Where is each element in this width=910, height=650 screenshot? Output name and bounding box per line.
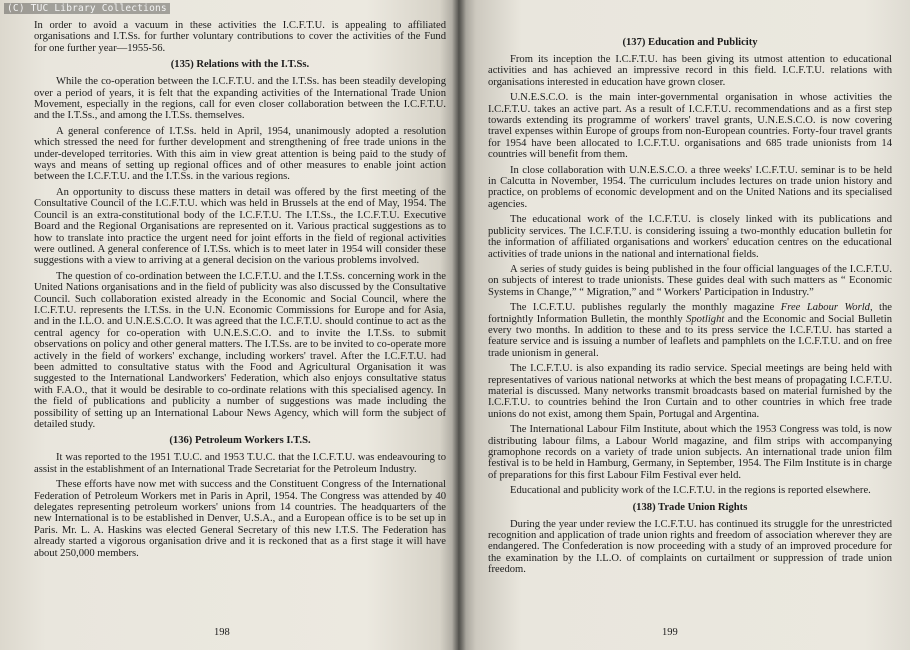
section-137-paragraph: Educational and publicity work of the I.C.F.T.U. in the regions is reported elsewhere. — [510, 485, 871, 497]
section-136-paragraph: It was reported to the 1951 T.U.C. and 1953 T.U.C. that the I.C.F.T.U. was endeavouring to assist in the establishment of an International Trade Secretariat for the Petroleum Industry. — [34, 452, 446, 475]
section-136-paragraph: These efforts have now met with success and the Constituent Congress of the International Federation of Petroleum Workers met in Paris in April, 1954. The Congress was attended by 40 delegates representing petroleum workers' unions from 14 countries. The headquarters of the new International is to be established in Denver, U.S.A., and a European office is to be set up in Paris. Mr. L. A. Haskins was elected General Secretary of this new I.T.S. The Federation has already started a vigorous organisation drive and it is reckoned that as a first stage it will have about 250,000 members. — [34, 479, 446, 559]
spotlight-title: Spotlight — [686, 313, 725, 325]
section-135-paragraph: An opportunity to discuss these matters in detail was offered by the first meeting of the Consultative Council of the I.C.F.T.U. which was held in Brussels at the end of May, 1954. The Council is an extra-constitutional body of the I.C.F.T.U. The I.T.Ss., the I.C.F.T.U. Executive Board and the Regional Organisations are represented on it. Various practical suggestions as to how to translate into practice the urgent need for joint efforts in the field of regional activities were outlined. A general conference of I.T.Ss. which is to meet later in 1954 will consider these suggestions with a view to arriving at a general decision on the various problems involved. — [34, 186, 446, 267]
magazine-title: Free Labour World — [780, 302, 870, 314]
section-135-paragraph: While the co-operation between the I.C.F.T.U. and the I.T.Ss. has been steadily developing over a period of years, it is felt that the expanding activities of the International Trade Union Movement, especially in the regions, call for even closer collaboration between the I.C.F.T.U. and the I.T.Ss., and among the I.T.Ss. themselves. — [34, 76, 446, 122]
page-number-left: 198 — [214, 627, 230, 638]
section-137-paragraph: The educational work of the I.C.F.T.U. is closely linked with its publications and publicity services. The I.C.F.T.U. is considering issuing a two-monthly education bulletin for the information of affiliated organisations and workers' education centres on the educational activities of trade unions in the national and international fields. — [488, 214, 892, 260]
section-137-paragraph: The International Labour Film Institute, about which the 1953 Congress was told, is now distributing labour films, a Labour World magazine, and film strips with accompanying gramophone records on a variety of trade union subjects. An international trade union film festival is to be held in Hamburg, Germany, in September, 1954. The Film Institute is in charge of preparations for this first Labour Film Festival ever held. — [488, 424, 892, 481]
text-run: , the fortnightly Information Bulletin, the monthly — [488, 302, 892, 325]
section-137-paragraph: A series of study guides is being published in the four official languages of the I.C.F.T.U. on subjects of interest to trade unionists. These guides deal with such matters as “ Economic Systems in Change,” “ Migration,” and “ Workers' Participation in Industry.” — [488, 263, 892, 298]
section-137-paragraph: The I.C.F.T.U. is also expanding its radio service. Special meetings are being held with representatives of various national networks at which the best means of propagating I.C.F.T.U. material is discussed. Many networks transmit broadcasts based on material furnished by the I.C.F.T.U. to countries behind the Iron Curtain and to other countries in which free trade unions do not exist, among them Spain, Portugal and Argentina. — [488, 363, 892, 420]
section-137-paragraph: From its inception the I.C.F.T.U. has been giving its utmost attention to educational activities and has achieved an impressive record in this field. I.C.F.T.U. relations with organisations interested in education have grown closer. — [488, 54, 892, 88]
section-136-heading: (136) Petroleum Workers I.T.S. — [169, 435, 311, 447]
section-137-paragraph-publications — [488, 302, 892, 359]
text-run: and the Economic and Social Bulletin every two months. In addition to these and to its press service the I.C.F.T.U. has started a feature service and is issuing a number of leaflets and pamphlets on the I.C.F.T.U. and on free trade unionism in general. — [488, 313, 892, 359]
book-gutter — [452, 0, 466, 650]
section-138-heading: (138) Trade Union Rights — [632, 501, 748, 513]
section-135-paragraph: The question of co-ordination between the I.C.F.T.U. and the I.T.Ss. concerning work in the United Nations organisations and in the field of publicity was also discussed by the Consultative Council. Such collaboration existed already in the Economic and Social Council, where the I.C.F.T.U. represents the I.T.Ss. in the U.N. Economic Commissions for Europe and for Asia, and in the I.L.O. and U.N.E.S.C.O. It was agreed that the I.C.F.T.U. should continue to act as the central agency for co-operation with U.N.E.S.C.O. and to invite the I.T.Ss. to submit observations on policy and other general matters. The I.T.Ss. are to be invited to co-operate more actively in the field of workers' exchange, including workers' travel. After the I.C.F.T.U. had been admitted to consultative status with the Food and Agricultural Organisation it was suggested to the International Landworkers' Federation, which also enjoys consultative status with F.A.O., that it would be desirable to co-ordinate relations with this specialised agency. In the field of publications and publicity a number of suggestions was made including the possibility of setting up an International Labour News Agency, which will form the subject of detailed study. — [34, 270, 446, 430]
intro-paragraph: In order to avoid a vacuum in these activities the I.C.F.T.U. is appealing to affiliated organisations and I.T.Ss. for further voluntary contributions to cover the activities of the Fund for one further year—1955-56. — [34, 20, 446, 54]
library-watermark: (C) TUC Library Collections — [4, 3, 170, 14]
section-137-heading: (137) Education and Publicity — [622, 37, 758, 48]
section-137-paragraph: In close collaboration with U.N.E.S.C.O. a three weeks' I.C.F.T.U. seminar is to be held in Calcutta in November, 1954. The curriculum includes lectures on trade union history and practice, on problems of economic development and on the United Nations and its specialised agencies. — [488, 164, 892, 210]
section-137-paragraph: U.N.E.S.C.O. is the main inter-governmental organisation in whose activities the I.C.F.T.U. takes an active part. As a result of I.C.F.T.U. recommendations and as a first step towards extending its programme of workers' travel grants, U.N.E.S.C.O. is now covering travel expenses within Europe of groups from non-European countries. Forty-four travel grants for 1954 have been allocated to I.C.F.T.U. organisations and 685 trade unionists from 14 countries will benefit from them. — [488, 92, 892, 161]
section-138-paragraph: During the year under review the I.C.F.T.U. has continued its struggle for the unrestricted recognition and application of trade union rights and freedom of association wherever they are endangered. The Confederation is now proceeding with a study of an improved procedure for the examination by the I.L.O. of complaints on curtailment or suppression of trade union freedom. — [488, 518, 892, 576]
section-135-paragraph: A general conference of I.T.Ss. held in April, 1954, unanimously adopted a resolution which stressed the need for further development and strengthening of free trade unions in the under-developed territories. With this aim in view great attention is being paid to the study of ways and means of setting up regional offices and of other measures to enable joint action between the I.C.F.T.U. and the I.T.Ss. in the various regions. — [34, 125, 446, 183]
page-number-right: 199 — [662, 627, 678, 638]
section-135-heading: (135) Relations with the I.T.Ss. — [170, 59, 310, 71]
text-run: The I.C.F.T.U. publishes regularly the monthly magazine — [510, 302, 781, 314]
right-page — [458, 0, 910, 650]
